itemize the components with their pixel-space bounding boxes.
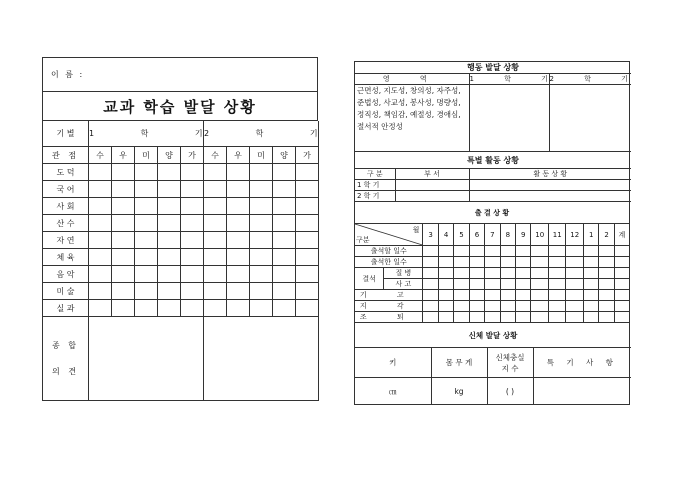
early-leave-label: 기 고 — [355, 290, 423, 301]
index-label: 신체충실 지 수 — [487, 348, 533, 378]
subject-row — [43, 198, 319, 215]
development-record-card — [354, 61, 642, 405]
subject-label: 산 수 — [43, 215, 89, 232]
subject-label: 사 회 — [43, 198, 89, 215]
month-header: 6 — [469, 224, 484, 246]
name-field — [42, 57, 318, 92]
grade-header: 우 — [112, 147, 135, 164]
summary-semester-1 — [89, 317, 204, 401]
grade-header: 양 — [158, 147, 181, 164]
month-header: 8 — [500, 224, 515, 246]
month-header: 11 — [548, 224, 566, 246]
month-header: 2 — [599, 224, 614, 246]
category-label: 구분 — [356, 236, 370, 244]
month-header: 3 — [423, 224, 438, 246]
summary-semester-2 — [204, 317, 319, 401]
activity-table — [355, 152, 631, 202]
behavior-sem1: 1 학 기 — [469, 75, 562, 83]
semester-label: 기 별 — [43, 121, 89, 147]
subject-label: 도 덕 — [43, 164, 89, 181]
traits-list: 근면성, 지도성, 창의성, 자주성, 준법성, 사교성, 봉사성, 명량성, 정직성, 책임감, 예절성, 경애심, 절서적 안정성 — [355, 85, 469, 152]
late-label: 지 각 — [355, 301, 423, 312]
name-label: 이 름 : — [51, 70, 85, 79]
absence-label: 결석 — [355, 268, 384, 290]
subject-row — [43, 232, 319, 249]
activity-title: 특별 활동 상황 — [355, 152, 631, 169]
behavior-table — [355, 62, 642, 152]
subject-row — [43, 215, 319, 232]
semester-1-header: 1 학 기 — [89, 121, 204, 147]
height-unit: ㎝ — [355, 378, 431, 405]
physical-title: 신체 발달 상황 — [355, 323, 631, 348]
subject-label: 실 과 — [43, 300, 89, 317]
grade-header: 수 — [89, 147, 112, 164]
grade-header: 수 — [204, 147, 227, 164]
subject-grade-table — [42, 121, 340, 401]
days-attended-label: 출석한 일수 — [355, 257, 423, 268]
subject-label: 국 어 — [43, 181, 89, 198]
month-header: 계 — [614, 224, 629, 246]
early-label: 조 퇴 — [355, 312, 423, 323]
attendance-corner — [355, 224, 423, 246]
subject-row — [43, 164, 319, 181]
grade-header: 미 — [250, 147, 273, 164]
subject-label: 체 육 — [43, 249, 89, 266]
eval-label: 관 점 — [43, 147, 89, 164]
behavior-sem2: 2 학 기 — [549, 75, 642, 83]
accident-label: 사 고 — [384, 279, 423, 290]
subject-label: 미 술 — [43, 283, 89, 300]
subject-row — [43, 249, 319, 266]
subject-row — [43, 300, 319, 317]
grade-report-title: 교과 학습 발달 상황 — [42, 92, 318, 121]
attendance-title: 출 결 상 황 — [355, 202, 629, 224]
days-school-label: 출석할 일수 — [355, 246, 423, 257]
weight-label: 몸 무 게 — [431, 348, 487, 378]
subject-row — [43, 266, 319, 283]
month-header: 4 — [438, 224, 453, 246]
month-header: 5 — [454, 224, 469, 246]
activity-status-label: 활 동 상 황 — [469, 169, 631, 180]
grade-header: 가 — [181, 147, 204, 164]
month-header: 7 — [485, 224, 500, 246]
activity-row-label: 2 학 기 — [355, 191, 395, 202]
weight-unit: kg — [431, 378, 487, 405]
grade-header: 미 — [135, 147, 158, 164]
semester-2-header: 2 학 기 — [204, 121, 319, 147]
area-label: 영 역 — [355, 74, 469, 85]
special-notes — [533, 378, 631, 405]
month-header: 10 — [531, 224, 549, 246]
height-label: 키 — [355, 348, 431, 378]
activity-category-label: 구 분 — [355, 169, 395, 180]
subject-row — [43, 181, 319, 198]
attendance-table — [355, 202, 629, 323]
activity-dept-label: 부 서 — [395, 169, 469, 180]
grade-header: 양 — [273, 147, 296, 164]
summary-label: 종 합 의 견 — [43, 317, 89, 401]
sick-label: 질 병 — [384, 268, 423, 279]
month-header: 12 — [566, 224, 584, 246]
subject-label: 자 연 — [43, 232, 89, 249]
subject-row — [43, 283, 319, 300]
subject-label: 음 악 — [43, 266, 89, 283]
grade-header: 우 — [227, 147, 250, 164]
special-label: 특 기 사 항 — [533, 348, 631, 378]
month-header: 9 — [516, 224, 531, 246]
month-header: 1 — [583, 224, 598, 246]
index-value: ( ) — [487, 378, 533, 405]
physical-table — [355, 323, 631, 404]
grade-header: 가 — [296, 147, 319, 164]
activity-row-label: 1 학 기 — [355, 180, 395, 191]
grade-report-card — [42, 57, 340, 401]
behavior-title: 행동 발달 상황 — [355, 62, 631, 74]
month-label: 월 — [412, 226, 420, 234]
